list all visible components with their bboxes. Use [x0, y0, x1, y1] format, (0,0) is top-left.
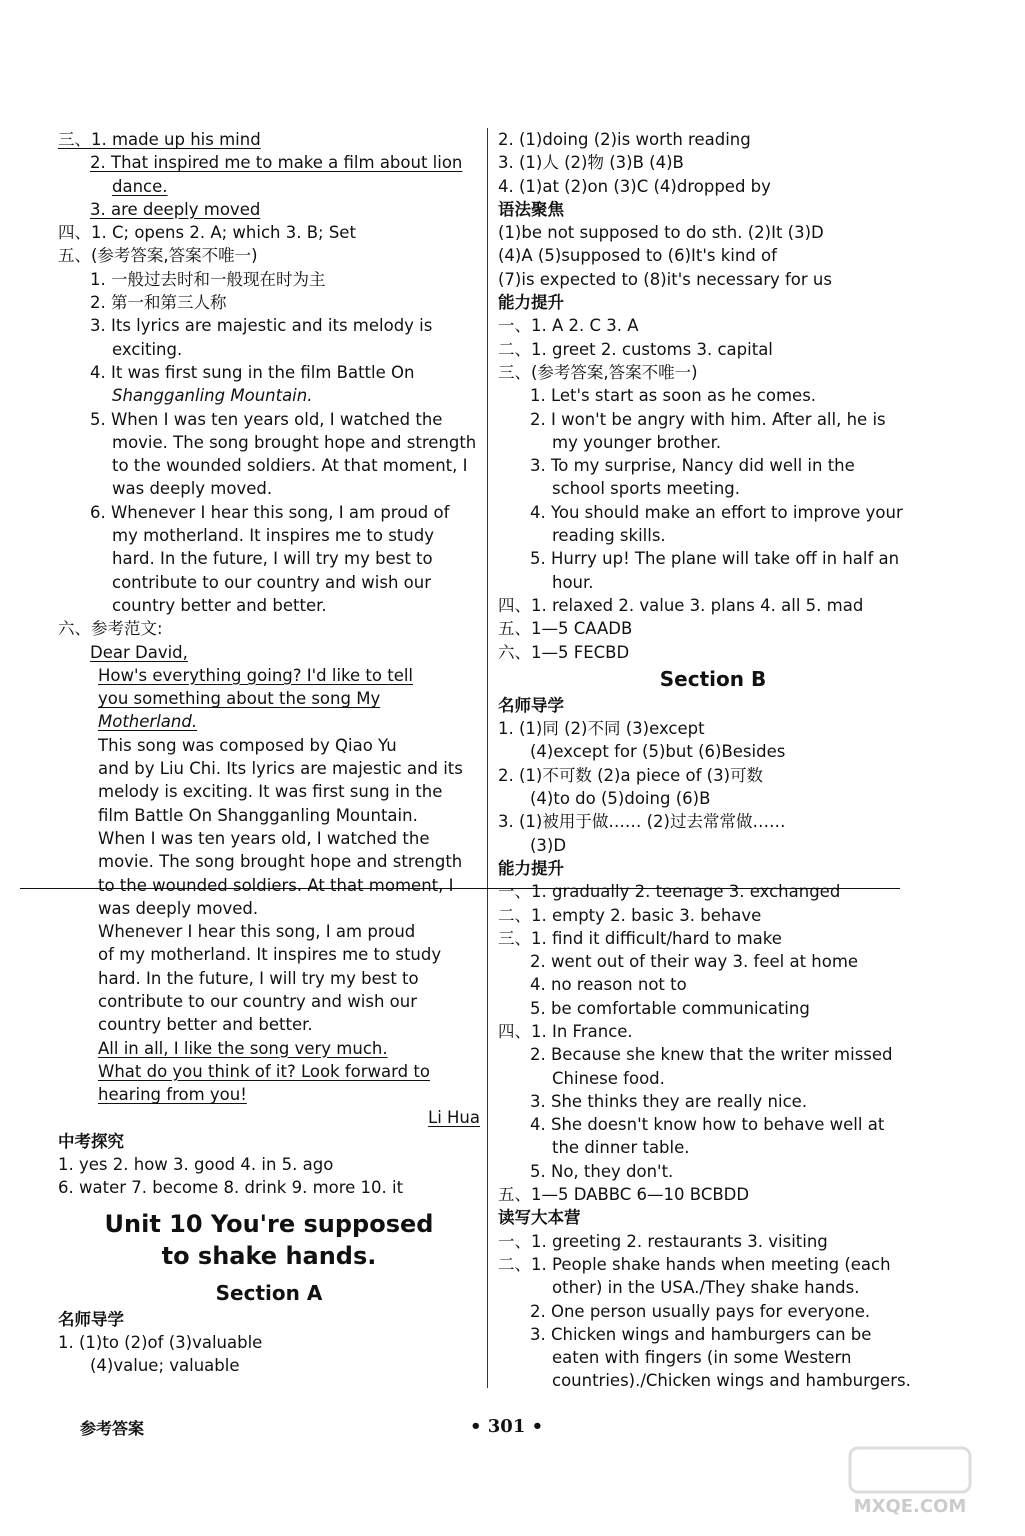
- right_tail-line: 1. (1)同 (2)不同 (3)except: [498, 719, 705, 739]
- left-line: you something about the song My: [98, 689, 381, 709]
- left-line: dance.: [112, 176, 168, 196]
- right_tail-line: 4. She doesn't know how to behave well at: [530, 1115, 885, 1135]
- left-line: 1. yes 2. how 3. good 4. in 5. ago: [58, 1155, 334, 1175]
- right_tail-line: 5. be comfortable communicating: [530, 998, 810, 1018]
- left-line: to the wounded soldiers. At that moment, I: [98, 875, 454, 895]
- left-line: 4. It was first sung in the film Battle On: [90, 362, 415, 382]
- right_tail-line: (4)except for (5)but (6)Besides: [530, 742, 786, 762]
- left-line: 3. are deeply moved: [90, 199, 261, 219]
- left-line: Dear David,: [90, 642, 188, 662]
- right-line: 5. Hurry up! The plane will take off in half an: [530, 549, 900, 569]
- unit-title-line-1: Unit 10 You're supposed: [104, 1209, 434, 1238]
- left-line: 6. Whenever I hear this song, I am proud of: [90, 502, 450, 522]
- right_tail-line: 三、1. find it difficult/hard to make: [498, 928, 782, 948]
- left-tail-lines: [58, 1308, 480, 1378]
- right-line: 二、1. greet 2. customs 3. capital: [498, 339, 773, 359]
- section-b-heading: Section B: [659, 666, 767, 691]
- right-line: 4. You should make an effort to improve your: [530, 502, 903, 522]
- right-line: 六、1—5 FECBD: [498, 642, 630, 662]
- left-line: This song was composed by Qiao Yu: [98, 735, 397, 755]
- right-line: 2. (1)doing (2)is worth reading: [498, 130, 751, 149]
- left-line: hard. In the future, I will try my best to: [112, 549, 433, 569]
- right-column: [498, 128, 928, 1393]
- right_tail-line: Chinese food.: [552, 1068, 665, 1088]
- left-line: country better and better.: [98, 1015, 313, 1035]
- right_tail-line: 2. (1)不可数 (2)a piece of (3)可数: [498, 765, 764, 785]
- left-line: 5. When I was ten years old, I watched the: [90, 409, 443, 429]
- left-line: and by Liu Chi. Its lyrics are majestic and its: [98, 759, 463, 779]
- right-tail-lines: [498, 694, 928, 1393]
- left-line: When I was ten years old, I watched the: [98, 828, 430, 848]
- right_tail-line: countries)./Chicken wings and hamburgers.: [552, 1371, 911, 1391]
- watermark-logo: [840, 1440, 980, 1520]
- right-line: (7)is expected to (8)it's necessary for us: [498, 269, 832, 289]
- left-line: country better and better.: [112, 595, 327, 615]
- right-line: my younger brother.: [552, 432, 722, 452]
- left-column: [58, 128, 480, 1378]
- right-line: 四、1. relaxed 2. value 3. plans 4. all 5. mad: [498, 595, 864, 615]
- right_tail-line: 2. went out of their way 3. feel at home: [530, 952, 859, 972]
- left-line: Li Hua: [428, 1108, 480, 1128]
- right-line: 五、1—5 CAADB: [498, 619, 633, 639]
- right_tail-line: 一、1. greeting 2. restaurants 3. visiting: [498, 1231, 828, 1251]
- left-line: of my motherland. It inspires me to study: [98, 945, 442, 965]
- right_tail-line: 一、1. gradually 2. teenage 3. exchanged: [498, 882, 841, 902]
- left-line: 五、(参考答案,答案不唯一): [58, 246, 258, 266]
- watermark-text: MXQE.COM: [853, 1496, 967, 1517]
- left-line: hard. In the future, I will try my best to: [98, 968, 419, 988]
- left-line: 三、1. made up his mind: [58, 130, 261, 149]
- right-line: school sports meeting.: [552, 479, 741, 499]
- left-line: How's everything going? I'd like to tell: [98, 665, 414, 685]
- right-line: 一、1. A 2. C 3. A: [498, 316, 639, 336]
- right-line: reading skills.: [552, 526, 666, 546]
- right_tail-line: 5. No, they don't.: [530, 1161, 674, 1181]
- right-line: 3. (1)人 (2)物 (3)B (4)B: [498, 153, 684, 173]
- left-line: 1. 一般过去时和一般现在时为主: [90, 269, 326, 289]
- left-line: contribute to our country and wish our: [98, 991, 417, 1011]
- left_tail-line: 名师导学: [58, 1309, 124, 1329]
- right_tail-line: 二、1. People shake hands when meeting (each: [498, 1254, 891, 1274]
- right_tail-line: (3)D: [530, 835, 567, 855]
- right_tail-line: 2. One person usually pays for everyone.: [530, 1301, 871, 1321]
- page-number: • 301 •: [470, 1416, 544, 1437]
- left-line: to the wounded soldiers. At that moment, I: [112, 456, 468, 476]
- left_tail-line: (4)value; valuable: [90, 1356, 240, 1376]
- left-line: my motherland. It inspires me to study: [112, 526, 434, 546]
- right_tail-line: 能力提升: [498, 858, 564, 878]
- right_tail-line: 二、1. empty 2. basic 3. behave: [498, 905, 762, 925]
- left-line: movie. The song brought hope and strength: [112, 432, 477, 452]
- right-line: (4)A (5)supposed to (6)It's kind of: [498, 246, 777, 266]
- left-line: 6. water 7. become 8. drink 9. more 10. it: [58, 1178, 404, 1198]
- left-line: was deeply moved.: [98, 898, 259, 918]
- unit-title: [58, 1208, 480, 1272]
- right_tail-line: the dinner table.: [552, 1138, 690, 1158]
- left-line: exciting.: [112, 339, 183, 359]
- left-line: hearing from you!: [98, 1085, 247, 1105]
- column-divider: [487, 128, 488, 1388]
- left-line: What do you think of it? Look forward to: [98, 1061, 430, 1081]
- left-line: melody is exciting. It was first sung in the: [98, 782, 443, 802]
- left-line: movie. The song brought hope and strength: [98, 852, 463, 872]
- left-line: All in all, I like the song very much.: [98, 1038, 388, 1058]
- right-line: (1)be not supposed to do sth. (2)It (3)D: [498, 223, 824, 243]
- section-a-heading: Section A: [215, 1280, 323, 1305]
- right_tail-line: 2. Because she knew that the writer missed: [530, 1045, 893, 1065]
- right-line: 3. To my surprise, Nancy did well in the: [530, 456, 855, 476]
- right-line: 能力提升: [498, 293, 564, 313]
- right-line: 1. Let's start as soon as he comes.: [530, 386, 817, 406]
- footer-label: 参考答案: [80, 1419, 145, 1438]
- left-line: 3. Its lyrics are majestic and its melody is: [90, 316, 433, 336]
- right_tail-line: 3. She thinks they are really nice.: [530, 1091, 808, 1111]
- right-line: hour.: [552, 572, 594, 592]
- unit-title-line-2: to shake hands.: [161, 1241, 377, 1270]
- left-line: contribute to our country and wish our: [112, 572, 431, 592]
- left-line: 2. 第一和第三人称: [90, 293, 227, 313]
- left_tail-line: 1. (1)to (2)of (3)valuable: [58, 1332, 263, 1352]
- left-line: film Battle On Shangganling Mountain.: [98, 805, 418, 825]
- right_tail-line: eaten with fingers (in some Western: [552, 1348, 852, 1368]
- left-line: Whenever I hear this song, I am proud: [98, 922, 416, 942]
- right-line: 三、(参考答案,答案不唯一): [498, 362, 698, 382]
- right_tail-line: 3. (1)被用于做…… (2)过去常常做……: [498, 812, 786, 832]
- left-line: 四、1. C; opens 2. A; which 3. B; Set: [58, 223, 356, 243]
- right_tail-line: 读写大本营: [498, 1208, 581, 1228]
- right_tail-line: 五、1—5 DABBC 6—10 BCBDD: [498, 1185, 750, 1205]
- right-line: 4. (1)at (2)on (3)C (4)dropped by: [498, 176, 771, 196]
- right_tail-line: 3. Chicken wings and hamburgers can be: [530, 1324, 872, 1344]
- right-line: 语法聚焦: [498, 199, 564, 219]
- right_tail-line: 4. no reason not to: [530, 975, 687, 995]
- right-answer-lines: [498, 128, 928, 664]
- left-line: 2. That inspired me to make a film about lion: [90, 153, 463, 173]
- right_tail-line: 名师导学: [498, 695, 564, 715]
- left-answer-lines: [58, 128, 480, 1200]
- right_tail-line: other) in the USA./They shake hands.: [552, 1278, 860, 1298]
- left-line: 六、参考范文:: [58, 619, 163, 639]
- right-line: 2. I won't be angry with him. After all, he is: [530, 409, 886, 429]
- right_tail-line: (4)to do (5)doing (6)B: [530, 789, 711, 809]
- left-line: Motherland.: [98, 712, 198, 732]
- right_tail-line: 四、1. In France.: [498, 1021, 633, 1041]
- left-line: 中考探究: [58, 1131, 124, 1151]
- left-line: was deeply moved.: [112, 479, 273, 499]
- left-line: Shangganling Mountain.: [112, 386, 313, 406]
